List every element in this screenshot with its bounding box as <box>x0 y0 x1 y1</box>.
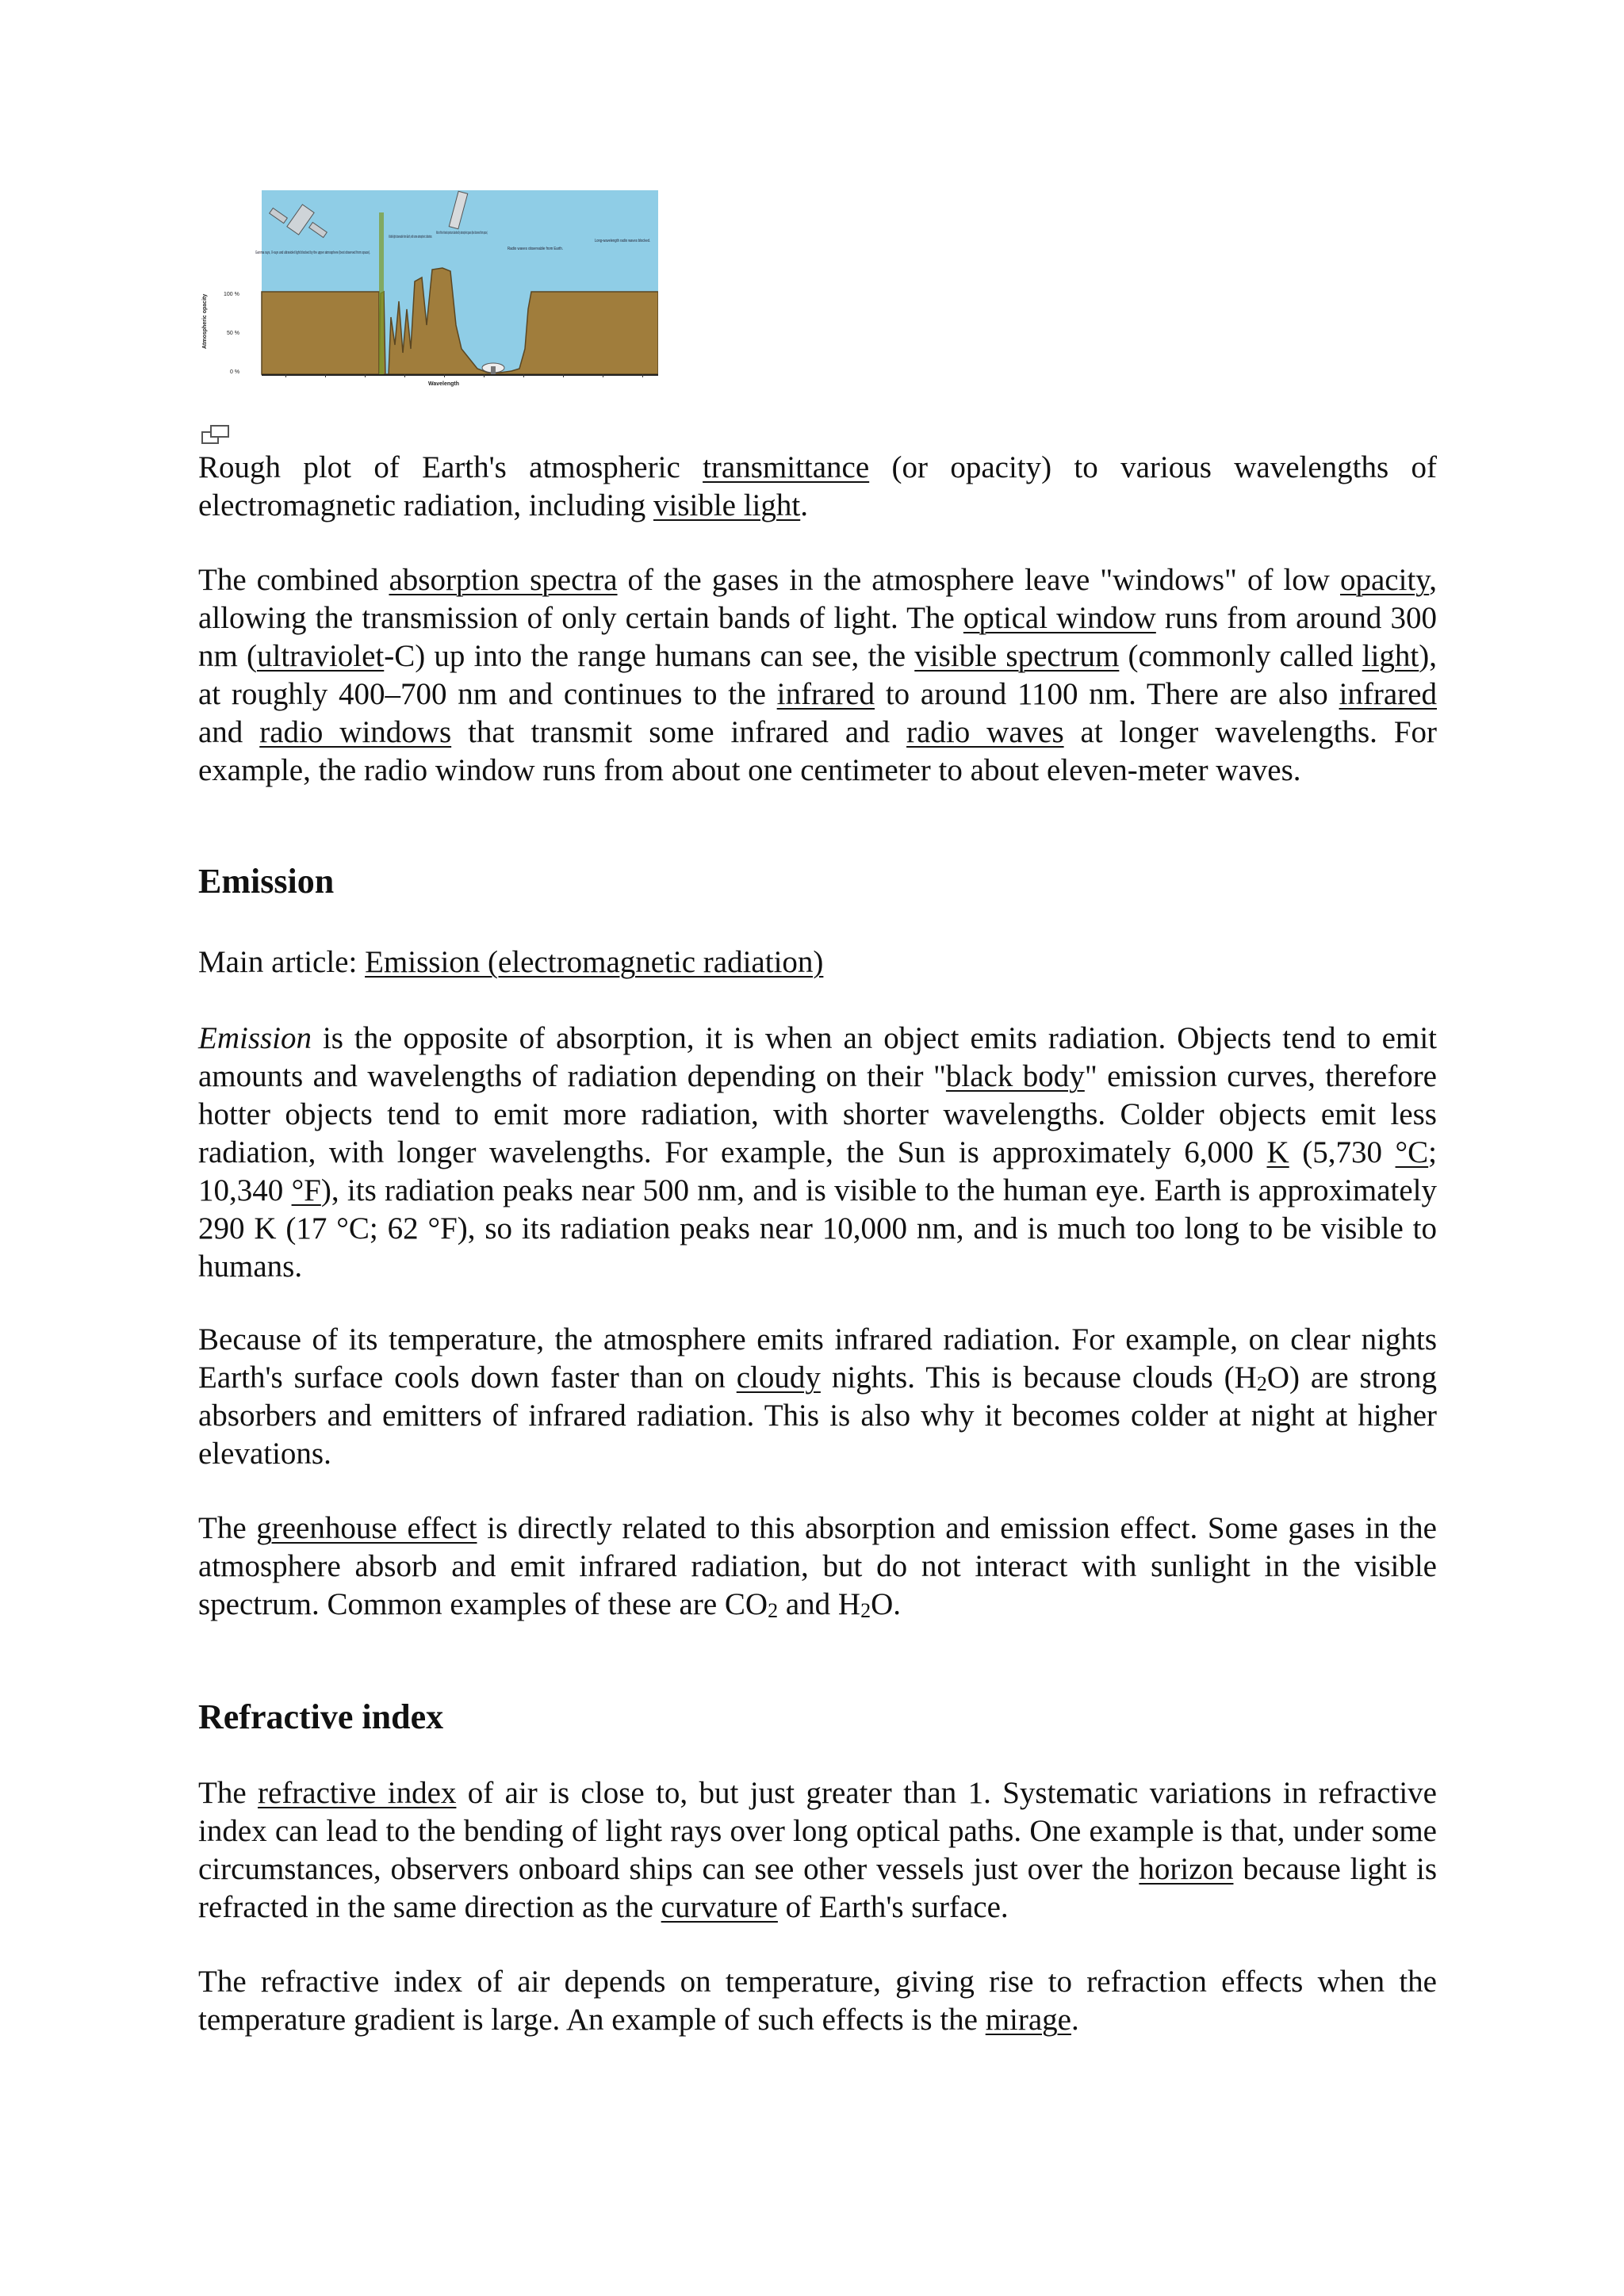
opacity-figure[interactable] <box>198 190 658 387</box>
emphasis-emission: Emission <box>198 1021 312 1055</box>
text: The combined <box>198 563 389 597</box>
text: . <box>1071 2003 1079 2037</box>
text: of the gases in the atmosphere leave "windows" of low <box>617 563 1340 597</box>
link-fahrenheit[interactable]: °F <box>291 1173 321 1207</box>
text: -C) up into the range humans can see, the <box>384 639 915 673</box>
text: (commonly called <box>1119 639 1362 673</box>
refractive-index-heading: Refractive index <box>198 1697 444 1736</box>
subscript: 2 <box>860 1599 871 1622</box>
link-emission-article[interactable]: Emission (electromagnetic radiation) <box>365 945 824 979</box>
link-celsius[interactable]: °C <box>1395 1135 1429 1169</box>
atmosphere-emission-paragraph <box>198 1321 1437 1473</box>
link-greenhouse-effect[interactable]: greenhouse effect <box>256 1511 477 1545</box>
text: of Earth's surface. <box>777 1890 1009 1924</box>
text: (5,730 <box>1289 1135 1396 1169</box>
visible-band <box>379 212 384 374</box>
annotation-infrared: Most of the infrared spectrum absorbed by atmospheric gases (best observed from space). <box>436 231 488 235</box>
link-mirage[interactable]: mirage <box>985 2003 1071 2037</box>
main-article-prefix: Main article: <box>198 945 366 979</box>
link-light[interactable]: light <box>1362 639 1419 673</box>
text: nights. This is because clouds (H <box>820 1360 1257 1395</box>
text: is directly related to this absorption and emission effect. Some gases in the atmosphere absorb and emit infrared radiation, but do not interact with sunlight in the visible spectrum. Common examples of these are CO <box>198 1511 1437 1621</box>
link-visible-light[interactable]: visible light <box>653 488 801 522</box>
annotation-longwave: Long-wavelength radio waves blocked. <box>595 239 650 243</box>
text: ), at roughly 400–700 nm and continues to the <box>198 639 1438 711</box>
windows-paragraph <box>198 561 1437 790</box>
emission-paragraph <box>198 1020 1437 1286</box>
text: O. <box>871 1587 901 1621</box>
text: The <box>198 1776 259 1810</box>
subscript: 2 <box>768 1599 779 1622</box>
annotation-gamma: Gamma rays, X-rays and ultraviolet light blocked by the upper atmosphere (best observed from space). <box>255 251 370 255</box>
link-horizon[interactable]: horizon <box>1139 1852 1234 1886</box>
atmospheric-opacity-plot <box>198 190 658 387</box>
y-tick-100: 100 % <box>224 292 239 297</box>
temperature-paragraph <box>198 1963 1437 2039</box>
link-curvature[interactable]: curvature <box>661 1890 778 1924</box>
text: Because of its temperature, the atmosphere emits infrared radiation. For example, on clear nights Earth's surface cools down faster than on <box>198 1322 1437 1395</box>
annotation-radio: Radio waves observable from Earth. <box>508 247 563 251</box>
text: and <box>198 715 260 749</box>
y-tick-0: 0 % <box>230 369 240 375</box>
text: , allowing the transmission of only certain bands of light. The <box>198 563 1437 635</box>
link-visible-spectrum[interactable]: visible spectrum <box>914 639 1120 673</box>
link-ultraviolet[interactable]: ultraviolet <box>256 639 385 673</box>
link-radio-windows[interactable]: radio windows <box>259 715 452 749</box>
greenhouse-paragraph <box>198 1510 1437 1624</box>
annotation-visible: Visible light observable from Earth, with some atmospheric distortion. <box>389 235 432 239</box>
link-absorption-spectra[interactable]: absorption spectra <box>389 563 618 597</box>
link-kelvin[interactable]: K <box>1266 1135 1289 1169</box>
y-axis-label: Atmospheric opacity <box>202 293 208 349</box>
caption-text: Rough plot of Earth's atmospheric <box>198 450 703 484</box>
text: runs from around 300 nm ( <box>198 601 1437 673</box>
text: The refractive index of air depends on temperature, giving rise to refraction effects when the temperature gradient is large. An example of such effects is the <box>198 1965 1437 2037</box>
link-transmittance[interactable]: transmittance <box>703 450 870 484</box>
text: of air is close to, but just greater than 1. Systematic variations in refractive index can lead to the bending of light rays over long optical paths. One example is that, under some circumstances, observers onboard ships can see other vessels just over the <box>198 1776 1437 1886</box>
link-radio-waves[interactable]: radio waves <box>906 715 1064 749</box>
text: ), its radiation peaks near 500 nm, and is visible to the human eye. Earth is approximately 290 K (17 °C; 62 °F), so its radiation peaks near 10,000 nm, and is much too long to be visible to humans. <box>198 1173 1438 1284</box>
figure-caption <box>198 449 1437 525</box>
text: ; 10,340 <box>198 1135 1437 1207</box>
link-infrared[interactable]: infrared <box>776 677 875 711</box>
text: is the opposite of absorption, it is when an object emits radiation. Objects tend to emit amounts and wavelengths of radiation depending on their " <box>198 1021 1437 1093</box>
text: at longer wavelengths. For example, the radio window runs from about one centimeter to about eleven-meter waves. <box>198 715 1437 787</box>
link-infrared-window[interactable]: infrared <box>1339 677 1437 711</box>
text: to around 1100 nm. There are also <box>875 677 1339 711</box>
link-cloudy[interactable]: cloudy <box>736 1360 821 1395</box>
text: The <box>198 1511 257 1545</box>
text: and H <box>778 1587 861 1621</box>
link-black-body[interactable]: black body <box>945 1059 1085 1093</box>
link-refractive-index[interactable]: refractive index <box>258 1776 457 1810</box>
refractive-paragraph <box>198 1774 1437 1927</box>
x-axis-label: Wavelength <box>428 381 460 387</box>
caption-text: (or opacity) to various wavelengths of electromagnetic radiation, including <box>198 450 1437 522</box>
text: that transmit some infrared and <box>451 715 907 749</box>
subscript: 2 <box>1256 1372 1267 1395</box>
text: " emission curves, therefore hotter objects tend to emit more radiation, with shorter wavelengths. Colder objects emit less radiation, with longer wavelengths. For example, the Sun is approximately 6,000 <box>198 1059 1437 1169</box>
link-optical-window[interactable]: optical window <box>963 601 1156 635</box>
text: because light is refracted in the same direction as the <box>198 1852 1437 1924</box>
main-article-note <box>198 943 1437 982</box>
emission-heading: Emission <box>198 862 335 901</box>
enlarge-icon[interactable] <box>201 425 230 444</box>
text: O) are strong absorbers and emitters of infrared radiation. This is also why it becomes colder at night at higher elevations. <box>198 1360 1437 1471</box>
caption-text: . <box>800 488 808 522</box>
y-tick-50: 50 % <box>227 331 239 336</box>
link-opacity[interactable]: opacity <box>1339 563 1430 597</box>
